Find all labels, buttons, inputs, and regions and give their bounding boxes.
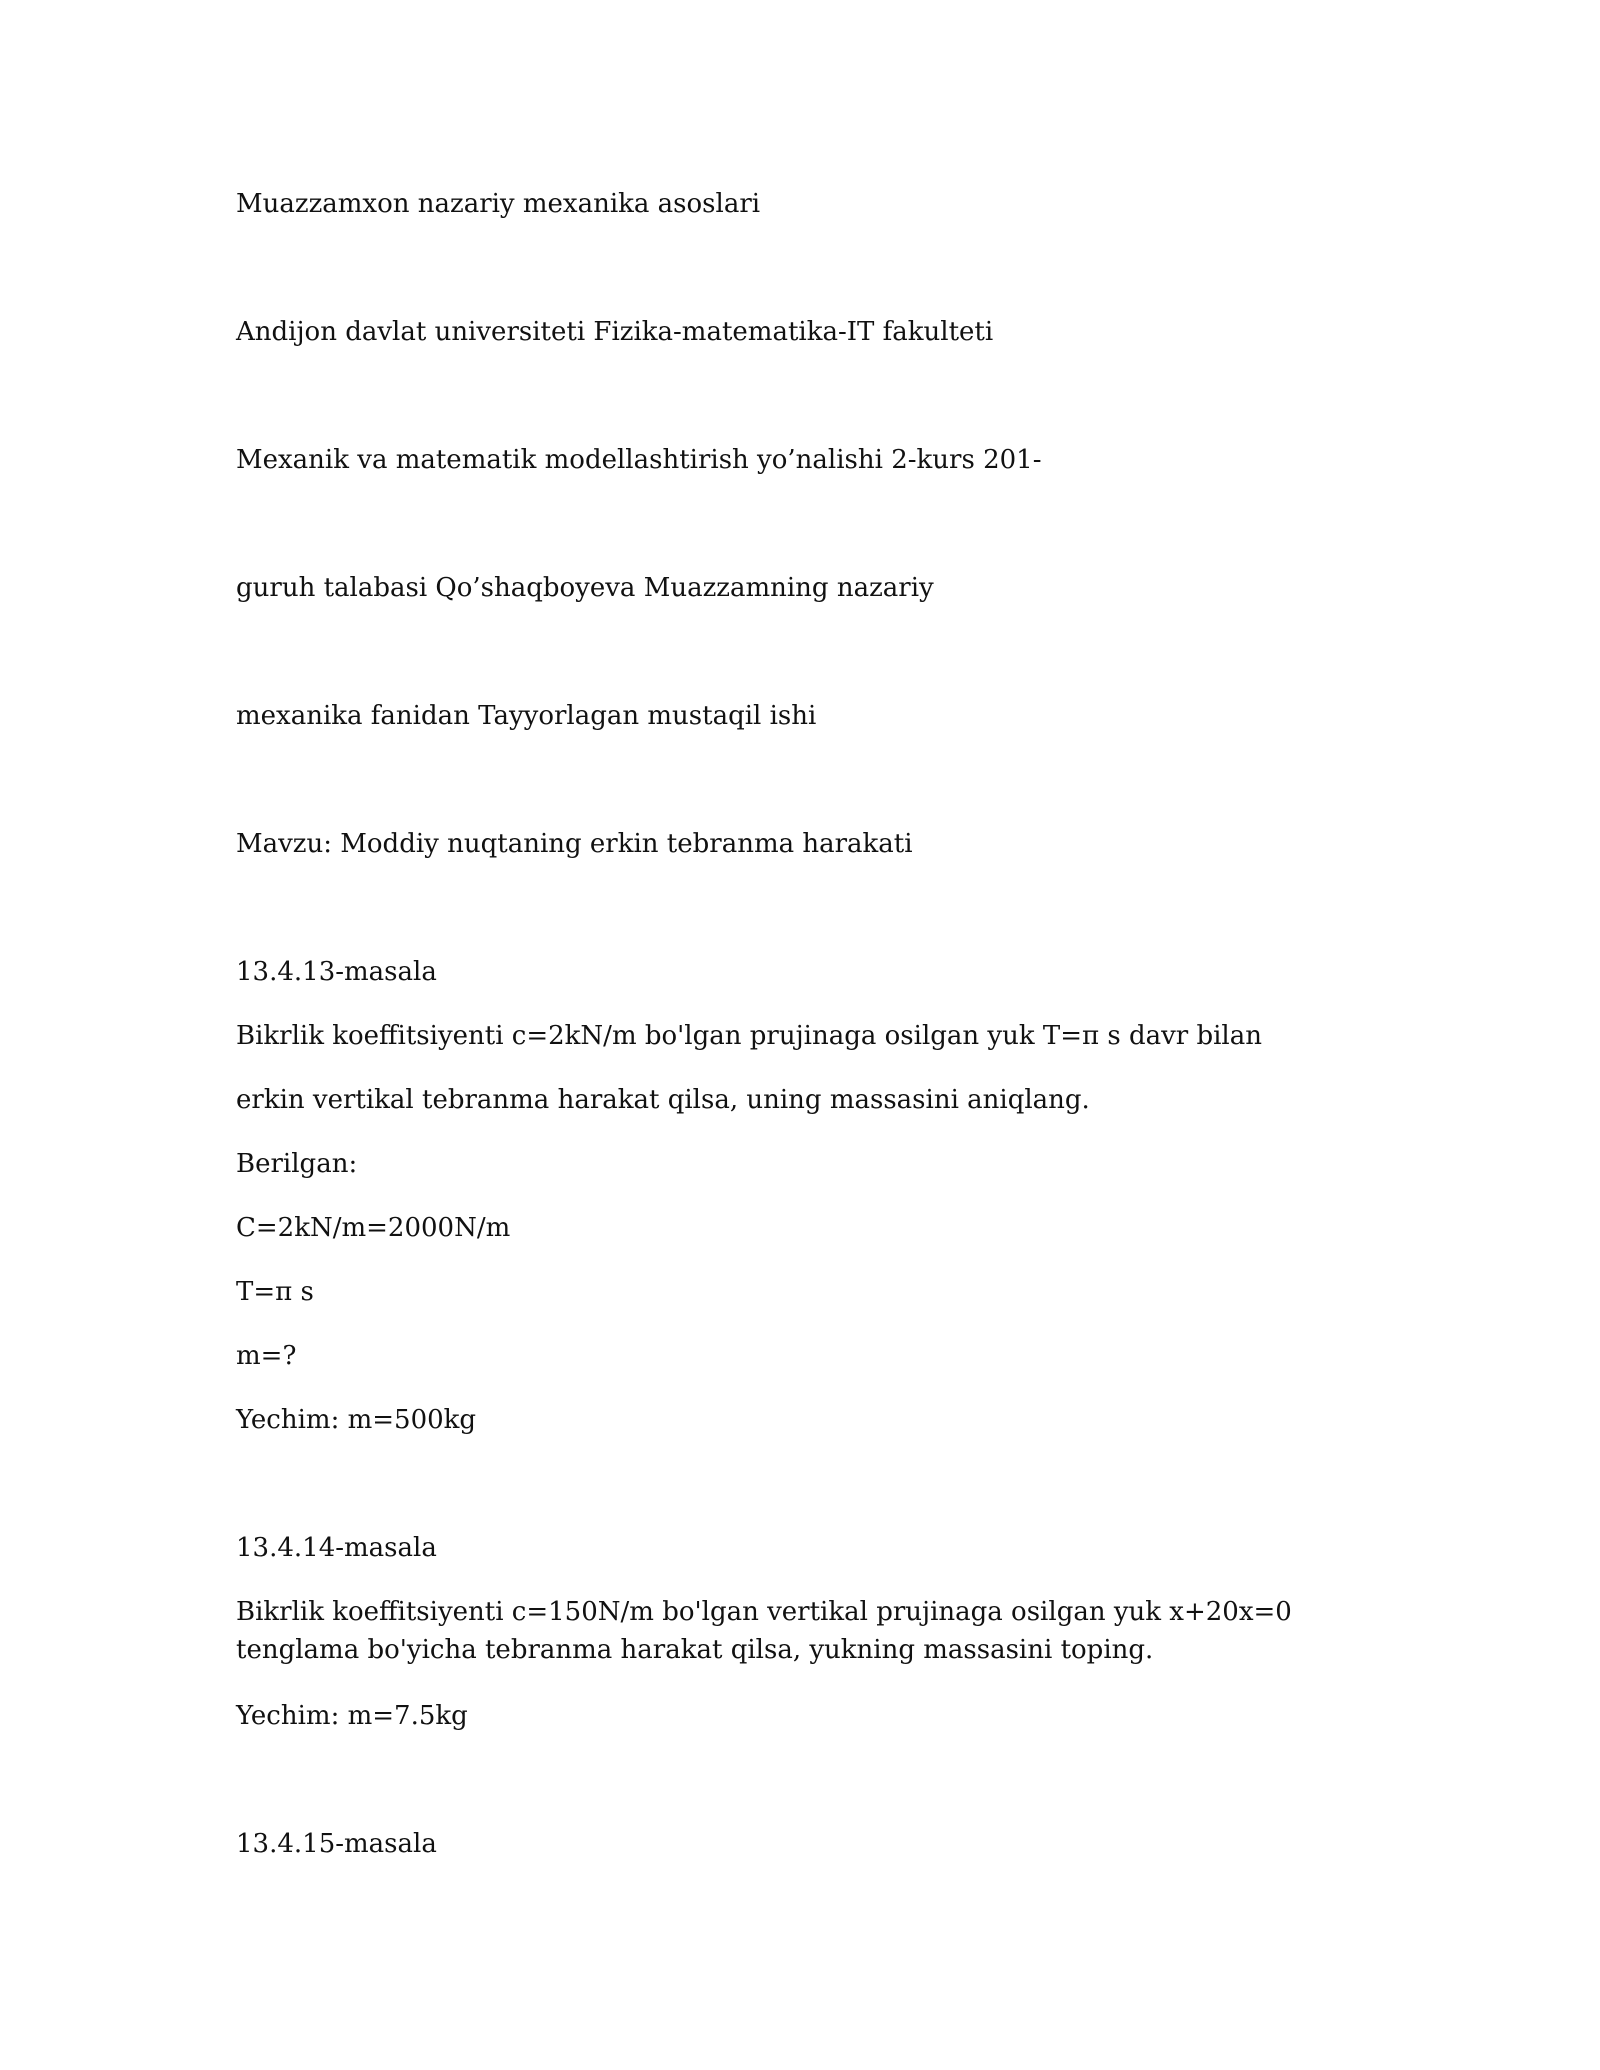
problem-14-statement: Bikrlik koeffitsiyenti c=150N/m bo'lgan vertikal prujinaga osilgan yuk x+20x=0 tenglama bo'yicha tebranma harakat qilsa, yukning massasini toping. — [236, 1597, 1292, 1665]
problem-13-given-label: Berilgan: — [236, 1149, 358, 1179]
problem-13-given-c: C=2kN/m=2000N/m — [236, 1213, 511, 1243]
header-line-student: guruh talabasi Qo’shaqboyeva Muazzamning nazariy — [236, 573, 934, 603]
problem-13-title: 13.4.13-masala — [236, 957, 437, 987]
problem-14-title: 13.4.14-masala — [236, 1533, 437, 1563]
problem-13-statement-line1: Bikrlik koeffitsiyenti c=2kN/m bo'lgan prujinaga osilgan yuk T=π s davr bilan — [236, 1021, 1262, 1051]
header-line-course: Muazzamxon nazariy mexanika asoslari — [236, 189, 761, 219]
header-line-direction: Mexanik va matematik modellashtirish yo’nalishi 2-kurs 201- — [236, 445, 1042, 475]
header-line-university: Andijon davlat universiteti Fizika-matematika-IT fakulteti — [236, 317, 994, 347]
problem-14-solution: Yechim: m=7.5kg — [236, 1701, 468, 1731]
header-line-work: mexanika fanidan Tayyorlagan mustaqil ishi — [236, 701, 817, 731]
header-line-topic: Mavzu: Moddiy nuqtaning erkin tebranma harakati — [236, 829, 913, 859]
problem-13-unknown: m=? — [236, 1341, 297, 1371]
problem-13-statement-line2: erkin vertikal tebranma harakat qilsa, uning massasini aniqlang. — [236, 1085, 1090, 1115]
problem-13-solution: Yechim: m=500kg — [236, 1405, 477, 1435]
problem-15-title: 13.4.15-masala — [236, 1829, 437, 1859]
problem-13-given-t: T=π s — [236, 1277, 314, 1307]
